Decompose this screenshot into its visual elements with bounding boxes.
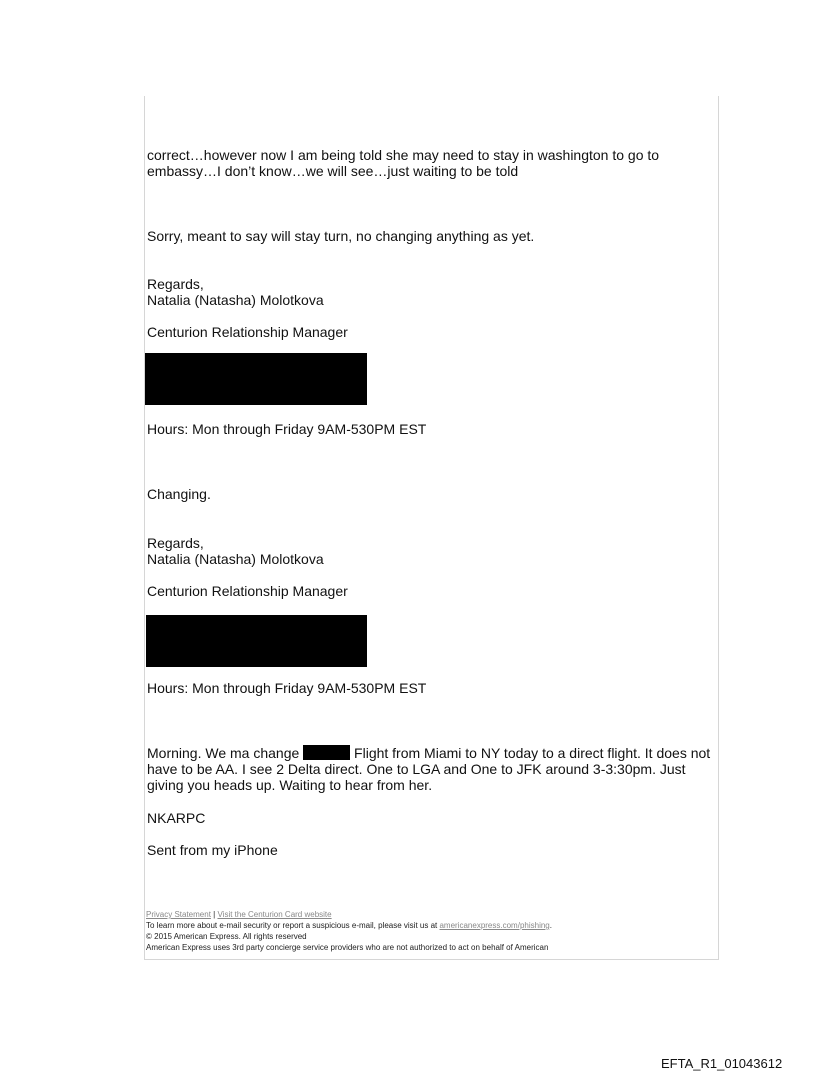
sender-initials: NKARPC [147,810,206,826]
sent-from-line: Sent from my iPhone [147,842,278,858]
message-line: embassy…I don’t know…we will see…just waiting to be told [147,163,519,179]
message-fragment: Flight from Miami to NY today to a direct flight. It does not [354,745,711,761]
message-fragment: Morning. We ma change [147,745,300,761]
footer-copyright: © 2015 American Express. All rights reserved [146,932,307,941]
signature-regards: Regards, [147,535,204,551]
privacy-statement-link[interactable]: Privacy Statement [146,910,211,919]
message-line: have to be AA. I see 2 Delta direct. One to LGA and One to JFK around 3-3:30pm. Just [147,761,686,777]
footer-security-text: To learn more about e-mail security or report a suspicious e-mail, please visit us at [146,921,438,930]
document-id: EFTA_R1_01043612 [661,1056,783,1071]
message-line: Sorry, meant to say will stay turn, no changing anything as yet. [147,228,535,244]
phishing-link[interactable]: americanexpress.com/phishing [439,921,550,930]
signature-title: Centurion Relationship Manager [147,583,348,599]
footer-disclaimer: American Express uses 3rd party concierge service providers who are not authorized to act on behalf of American [146,943,549,952]
message-line: giving you heads up. Waiting to hear from her. [147,777,433,793]
centurion-website-link[interactable]: Visit the Centurion Card website [217,910,332,919]
signature-name: Natalia (Natasha) Molotkova [147,551,324,567]
signature-title: Centurion Relationship Manager [147,324,348,340]
signature-hours: Hours: Mon through Friday 9AM-530PM EST [147,680,427,696]
footer-separator: | [213,910,216,919]
footer-period: . [549,921,552,930]
inline-redaction [303,745,350,760]
email-body-frame [144,96,719,960]
footer-links [146,909,332,920]
redaction-block [146,615,367,667]
signature-name: Natalia (Natasha) Molotkova [147,292,324,308]
message-line [147,745,710,761]
signature-hours: Hours: Mon through Friday 9AM-530PM EST [147,421,427,437]
redaction-block [145,353,367,405]
message-line: Changing. [147,486,211,502]
footer-security-line [146,920,552,931]
message-line: correct…however now I am being told she may need to stay in washington to go to [147,147,660,163]
signature-regards: Regards, [147,276,204,292]
